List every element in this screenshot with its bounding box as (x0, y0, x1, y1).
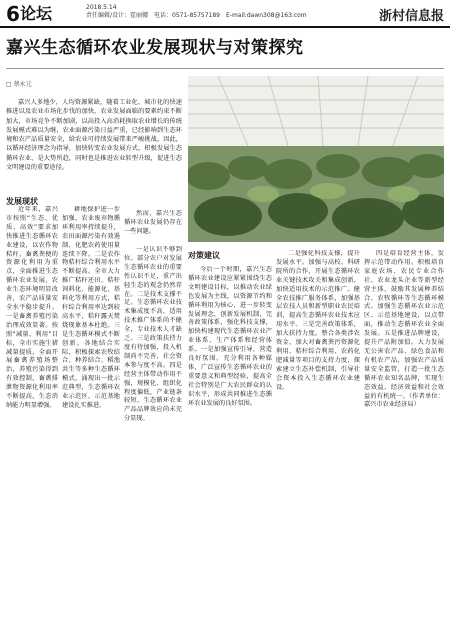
title-rule (6, 68, 444, 69)
section-heading-status: 发展现状 (6, 197, 38, 206)
masthead-logo: 浙村信息报 (378, 9, 444, 24)
page-header (0, 0, 450, 28)
section-heading-suggestions: 对策建议 (188, 251, 220, 260)
editor-contact: 责任编辑/设计：霍丽娜 电话：0571-85757189 E-mail:dawn308@163.com (86, 12, 307, 19)
header-rule (0, 26, 450, 28)
body-column-4: 今后一个时期，嘉兴生态循环农业建设应紧紧围绕生态文明建设目标，以推动农业绿色发展为主线，以资源节约和循环利用为核心，进一步转变发展理念，创新发展机制，完善政策体系，强化科技支撑，加快构建现代生态循环农业产业体系、生产体系和经营体系。一是加强宣传引导，营造良好氛围。充分利用各种媒体，广泛宣传生态循环农业的重要意义和典型经验，提高全社会特别是广大农民群众的认识水平，形成共同推进生态循环农业发展的良好氛围。 (188, 266, 272, 407)
section-name: 论坛 (20, 4, 53, 23)
greenhouse-photo (188, 76, 444, 242)
page-number: 6 (6, 2, 20, 26)
article-author: □ 蔡永元 (6, 81, 32, 88)
greenhouse-image-icon (188, 76, 444, 242)
body-column-3-intro: 然而，嘉兴生态循环农业发展仍存在一些问题。 (124, 210, 182, 235)
body-column-1: 近年来，嘉兴市按照“生态、优质、高效”要求加快推进生态循环农业建设，以农作物秸秆、畜禽粪便的资源化利用为重点，全面推进生态循环农业发展，农业生态环境明显改善，农产品质量安全水平稳步提升。一是畜禽养殖污染治理成效显著。按照“减量、利用”目标，全市实施生猪减量提质，全面开展畜禽养殖场整治，养殖污染得到有效控制，畜禽排泄物资源化利用率不断提高，生态消纳能力明显增强。 (6, 206, 58, 409)
body-column-3: 一是认识不够到位。部分农户对发展生态循环农业的重要性认识不足，重产出轻生态的观念仍然存在。二是技术支撑不足。生态循环农业技术集成度不高，适用技术推广体系尚不健全，专业技术人才缺乏。三是政策扶持力度有待加强，投入机制尚不完善，社会资本参与度不高。四是经营主体带动作用不强，规模化、组织化程度偏低，产业链条较短，生态循环农业产品品牌效应尚未充分显现。 (124, 246, 182, 423)
issue-date: 2018.5.14 (86, 4, 117, 11)
body-column-5: 二是强化科技支撑，提升发展水平。加强与高校、科研院所的合作，开展生态循环农业关键技术攻关和集成创新，加快适用技术的示范推广。健全农技推广服务体系，加强基层农技人员和新型职业农民培训，提高生态循环农业技术应用水平。三是完善政策体系，加大扶持力度。整合各类涉农资金，加大对畜禽粪污资源化利用、秸秆综合利用、农药化肥减量等项目的支持力度，探索建立生态补偿机制，引导社会资本投入生态循环农业建设。 (276, 250, 360, 391)
article-title: 嘉兴生态循环农业发展现状与对策探究 (6, 38, 304, 58)
body-column-2: 耕地保护进一步加强，农业废弃物循环利用率持续提升，农田面源污染有效遏制，化肥农药使用量连续下降。二是农作物秸秆综合利用水平不断提高。全市大力推广秸秆还田、秸秆饲料化、能源化、基料化等利用方式，秸秆综合利用率达到较高水平，秸秆露天焚烧现象基本杜绝。三是生态循环模式不断创新。各地结合实际，积极探索农牧结合、种养结合、稻渔共生等多种生态循环模式，涌现出一批示范典型，生态循环农业示范区、示范基地建设扎实推进。 (62, 206, 120, 409)
body-column-6: 四是培育经营主体，发挥示范带动作用。积极培育家庭农场、农民专业合作社、农业龙头企业等新型经营主体，鼓励其发展种养结合、农牧循环等生态循环模式。加强生态循环农业示范区、示范基地建设，以点带面，推动生态循环农业全面发展。五是推进品牌建设，提升产品附加值。大力发展无公害农产品、绿色食品和有机农产品，加强农产品质量安全监管，打造一批生态循环农业知名品牌，实现生态效益、经济效益和社会效益的有机统一。（作者单位：嘉兴市农业经济局） (364, 250, 444, 409)
article-lead: 嘉兴人多地少，人均资源紧缺，随着工业化、城市化的快速推进以及农业市场化步伐的加快，农业发展面临的要素约束不断加大，市场竞争不断加剧，以高投入高消耗换取农业增长的传统发展模式难以为继，农业面源污染日益严重，已经影响到生态环境和农产品质量安全，给农业可持续发展带来严峻挑战。因此，以循环经济理念为指导，加快转变农业发展方式，积极发展生态循环农业，是大势所趋，同时也是推进农业转型升级，促进生态文明建设的重要途径。 (6, 99, 182, 172)
